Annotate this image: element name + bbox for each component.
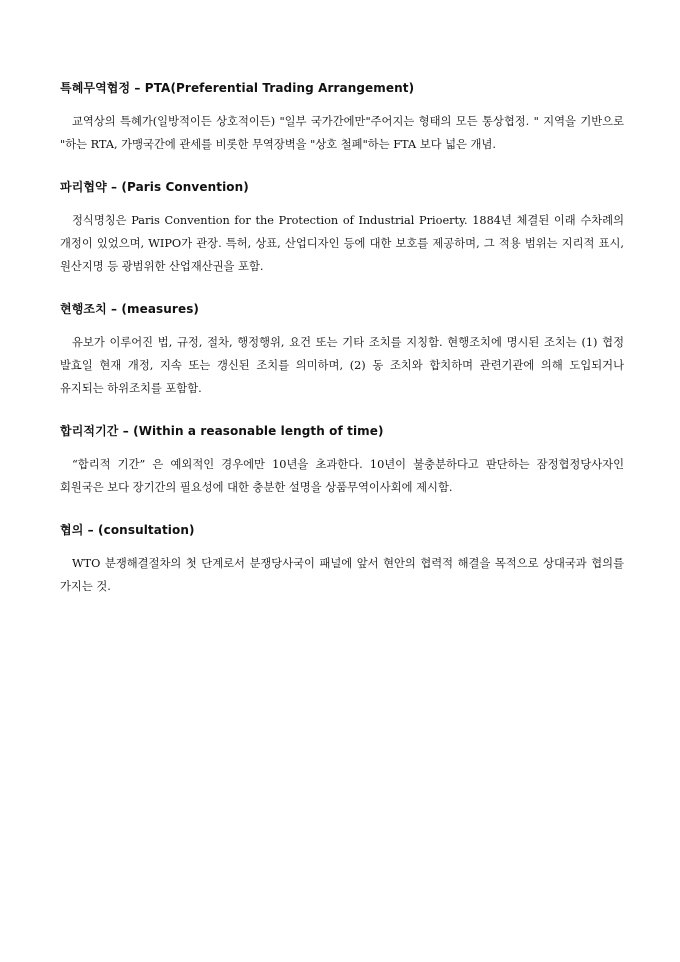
entry-title: 특혜무역협정 – PTA(Preferential Trading Arrangement) bbox=[60, 81, 415, 95]
entry-title: 협의 – (consultation) bbox=[60, 523, 195, 537]
glossary-entry-pta bbox=[60, 78, 624, 156]
entry-title: 합리적기간 – (Within a reasonable length of time) bbox=[60, 424, 384, 438]
entry-title: 현행조치 – (measures) bbox=[60, 302, 200, 316]
entry-body: WTO 분쟁해결절차의 첫 단계로서 분쟁당사국이 패널에 앞서 현안의 협력적 해결을 목적으로 상대국과 협의를 가지는 것. bbox=[60, 557, 624, 593]
entry-body: 유보가 이루어진 법, 규정, 절차, 행정행위, 요건 또는 기타 조치를 지칭함. 현행조치에 명시된 조치는 (1) 협정 발효일 현재 개정, 지속 또는 갱신된 조치를 의미하며, (2) 동 조치와 합치하며 관련기관에 의해 도입되거나 유지되는 하위조치를 포함함. bbox=[60, 336, 624, 395]
glossary-entry-consultation bbox=[60, 520, 624, 598]
glossary-entry-paris-convention bbox=[60, 177, 624, 278]
glossary-entry-reasonable-time bbox=[60, 421, 624, 499]
entry-body: 교역상의 특혜가(일방적이든 상호적이든) "일부 국가간에만"주어지는 형태의 모든 통상협정. " 지역을 기반으로 "하는 RTA, 가맹국간에 관세를 비롯한 무역장벽을 "상호 철폐"하는 FTA 보다 넓은 개념. bbox=[60, 115, 624, 151]
entry-body: 정식명칭은 Paris Convention for the Protection of Industrial Prioerty. 1884년 체결된 이래 수차례의 개정이 있었으며, WIPO가 관장. 특허, 상표, 산업디자인 등에 대한 보호를 제공하며, 그 적용 범위는 지리적 표시, 원산지명 등 광범위한 산업재산권을 포함. bbox=[60, 214, 624, 273]
entry-title: 파리협약 – (Paris Convention) bbox=[60, 180, 249, 194]
glossary-entry-measures bbox=[60, 299, 624, 400]
entry-body: “합리적 기간” 은 예외적인 경우에만 10년을 초과한다. 10년이 불충분하다고 판단하는 잠정협정당사자인 회원국은 보다 장기간의 필요성에 대한 충분한 설명을 상품무역이사회에 제시함. bbox=[60, 458, 624, 494]
